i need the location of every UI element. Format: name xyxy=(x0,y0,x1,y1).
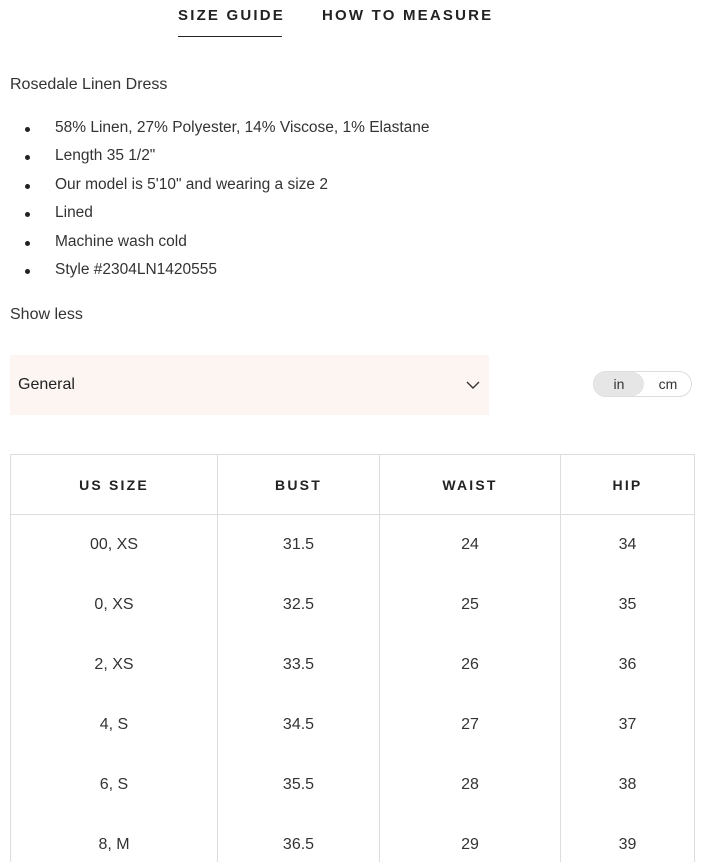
cell-bust: 32.5 xyxy=(218,575,380,635)
cell-us-size: 0, XS xyxy=(11,575,218,635)
cell-bust: 33.5 xyxy=(218,635,380,695)
column-header-bust: BUST xyxy=(218,455,380,515)
cell-bust: 35.5 xyxy=(218,755,380,815)
table-row xyxy=(11,755,695,815)
cell-waist: 28 xyxy=(380,755,561,815)
fit-select-dropdown[interactable] xyxy=(10,355,489,415)
bullet-icon xyxy=(25,184,30,189)
table-row xyxy=(11,815,695,862)
list-item xyxy=(0,142,430,170)
cell-bust: 34.5 xyxy=(218,695,380,755)
detail-text: Style #2304LN1420555 xyxy=(55,260,218,278)
bullet-icon xyxy=(25,241,30,246)
table-header-row xyxy=(11,455,695,515)
cell-waist: 29 xyxy=(380,815,561,862)
show-less-link[interactable]: Show less xyxy=(10,306,83,323)
cell-hip: 38 xyxy=(561,755,695,815)
cell-hip: 36 xyxy=(561,635,695,695)
cell-waist: 25 xyxy=(380,575,561,635)
table-row xyxy=(11,515,695,576)
product-name: Rosedale Linen Dress xyxy=(10,76,168,93)
cell-us-size: 8, M xyxy=(11,815,218,862)
table-row xyxy=(11,635,695,695)
bullet-icon xyxy=(25,155,30,160)
cell-waist: 26 xyxy=(380,635,561,695)
bullet-icon xyxy=(25,127,30,132)
list-item xyxy=(0,171,430,199)
unit-option-in[interactable]: in xyxy=(594,372,644,396)
detail-text: Lined xyxy=(55,204,93,222)
detail-text: 58% Linen, 27% Polyester, 14% Viscose, 1% Elastane xyxy=(55,119,430,136)
tab-bar xyxy=(0,0,702,40)
cell-us-size: 4, S xyxy=(11,695,218,755)
active-tab-indicator xyxy=(178,36,282,37)
product-details-list xyxy=(0,114,430,284)
fit-select-value: General xyxy=(18,376,75,393)
tab-how-to-measure[interactable]: HOW TO MEASURE xyxy=(322,7,494,24)
list-item xyxy=(0,256,430,284)
cell-bust: 31.5 xyxy=(218,515,380,576)
cell-hip: 37 xyxy=(561,695,695,755)
size-table xyxy=(10,454,695,862)
bullet-icon xyxy=(25,269,30,274)
table-row xyxy=(11,695,695,755)
cell-hip: 39 xyxy=(561,815,695,862)
list-item xyxy=(0,114,430,142)
cell-us-size: 2, XS xyxy=(11,635,218,695)
list-item xyxy=(0,199,430,227)
table-row xyxy=(11,575,695,635)
column-header-us-size: US SIZE xyxy=(11,455,218,515)
cell-waist: 24 xyxy=(380,515,561,576)
cell-us-size: 6, S xyxy=(11,755,218,815)
cell-waist: 27 xyxy=(380,695,561,755)
cell-us-size: 00, XS xyxy=(11,515,218,576)
cell-hip: 34 xyxy=(561,515,695,576)
detail-text: Our model is 5'10" and wearing a size 2 xyxy=(55,175,328,193)
column-header-waist: WAIST xyxy=(380,455,561,515)
cell-bust: 36.5 xyxy=(218,815,380,862)
tab-size-guide[interactable]: SIZE GUIDE xyxy=(178,7,286,24)
unit-toggle xyxy=(593,371,692,397)
column-header-hip: HIP xyxy=(561,455,695,515)
cell-hip: 35 xyxy=(561,575,695,635)
detail-text: Machine wash cold xyxy=(55,232,187,250)
unit-option-cm[interactable]: cm xyxy=(658,376,678,392)
list-item xyxy=(0,228,430,256)
bullet-icon xyxy=(25,212,30,217)
detail-text: Length 35 1/2" xyxy=(55,147,156,165)
chevron-down-icon xyxy=(465,377,481,393)
